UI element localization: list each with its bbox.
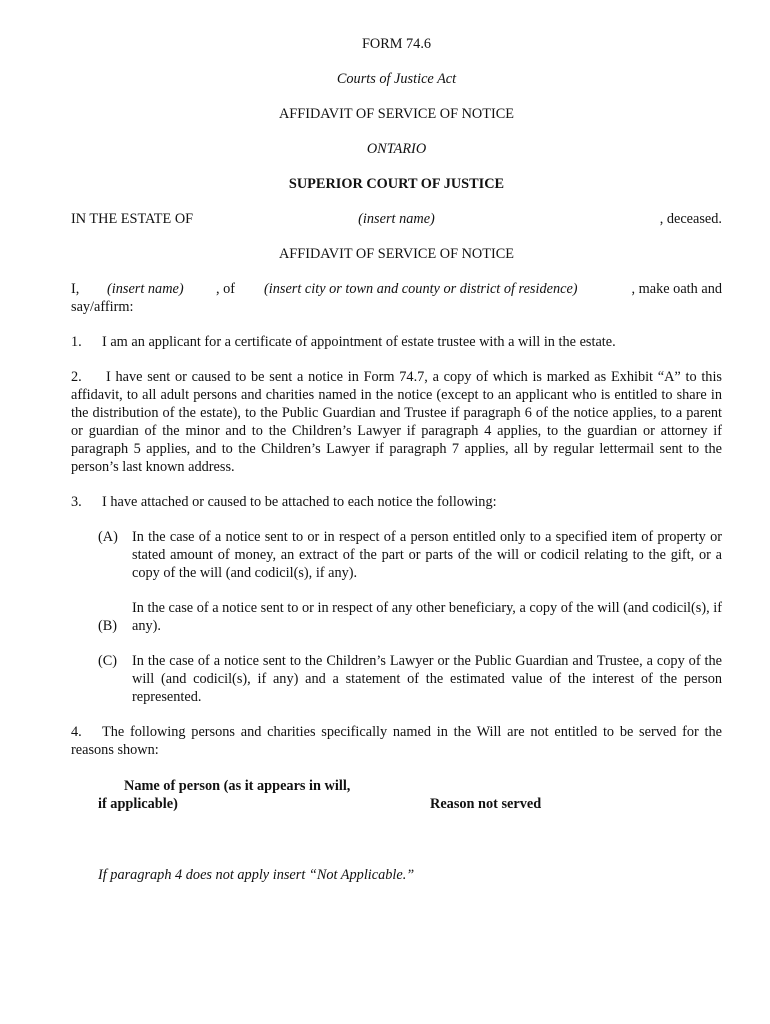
item-text: In the case of a notice sent to or in respect of a person entitled only to a specified item of property or stated amount of money, an extract of the part or parts of the will or codicil relating to the gift, or a copy of the will (and codicil(s), if any).	[132, 529, 722, 581]
item-label: (A)	[98, 529, 118, 545]
paragraph-number: 4.	[71, 724, 82, 740]
item-text: In the case of a notice sent to or in respect of any other beneficiary, a copy of the will (and codicil(s), if any).	[132, 600, 722, 634]
paragraph-text: The following persons and charities specifically named in the Will are not entitled to be served for the reasons shown:	[71, 724, 722, 758]
paragraph-text: I have sent or caused to be sent a notice in Form 74.7, a copy of which is marked as Exhibit “A” to this affidavit, to all adult persons and charities named in the notice (except to an applicant who is entitled to share in the distribution of the estate), to the Public Guardian and Trustee if paragraph 6 of the notice applies, to a parent or guardian of the minor and to the Children’s Lawyer if paragraph 4 applies, to the guardian or attorney if paragraph 5 applies, and to the Children’s Lawyer if paragraph 7 applies, all by regular lettermail sent to the person’s last known address.	[71, 369, 722, 475]
item-label: (B)	[98, 618, 118, 634]
intro-oath: , make oath and	[631, 281, 722, 297]
deponent-intro	[71, 280, 722, 316]
name-column-header	[98, 777, 398, 813]
court-name: SUPERIOR COURT OF JUSTICE	[288, 176, 505, 192]
item-label: (C)	[98, 653, 118, 669]
name-header-line-1: Name of person (as it appears in will,	[124, 778, 351, 794]
estate-line	[71, 210, 722, 228]
attachment-list	[98, 528, 722, 706]
exclusion-table-header	[71, 777, 722, 813]
paragraph-2	[71, 368, 722, 476]
form-number: FORM 74.6	[361, 36, 432, 52]
instruction-note: If paragraph 4 does not apply insert “Not Applicable.”	[98, 867, 415, 883]
intro-of: , of	[216, 281, 236, 297]
list-item	[98, 599, 722, 635]
act-name: Courts of Justice Act	[336, 71, 457, 87]
estate-prefix: IN THE ESTATE OF	[71, 211, 194, 227]
paragraph-number: 1.	[71, 334, 82, 350]
paragraph-text: I have attached or caused to be attached to each notice the following:	[102, 494, 497, 510]
form-title: AFFIDAVIT OF SERVICE OF NOTICE	[278, 106, 515, 122]
paragraph-4	[71, 723, 722, 759]
item-text: In the case of a notice sent to the Children’s Lawyer or the Public Guardian and Trustee, a copy of the will (and codicil(s), if any) and a statement of the estimated value of the interest of the person represented.	[132, 653, 722, 705]
paragraph-text: I am an applicant for a certificate of appointment of estate trustee with a will in the estate.	[102, 334, 616, 350]
deponent-name-field[interactable]: (insert name)	[107, 281, 184, 297]
section-title: AFFIDAVIT OF SERVICE OF NOTICE	[278, 246, 515, 262]
estate-suffix: , deceased.	[659, 211, 722, 227]
intro-i: I,	[71, 281, 80, 297]
paragraph-number: 3.	[71, 494, 82, 510]
deceased-name-field[interactable]: (insert name)	[358, 211, 435, 227]
paragraph-number: 2.	[71, 369, 82, 385]
list-item	[98, 528, 722, 582]
intro-affirm: say/affirm:	[71, 299, 134, 315]
name-header-line-2: if applicable)	[98, 796, 178, 812]
paragraph-3	[71, 493, 722, 511]
list-item	[98, 652, 722, 706]
residence-field[interactable]: (insert city or town and county or district of residence)	[264, 281, 578, 297]
reason-column-header: Reason not served	[430, 796, 542, 812]
form-page	[71, 35, 722, 884]
paragraph-1	[71, 333, 722, 351]
province: ONTARIO	[366, 141, 427, 157]
